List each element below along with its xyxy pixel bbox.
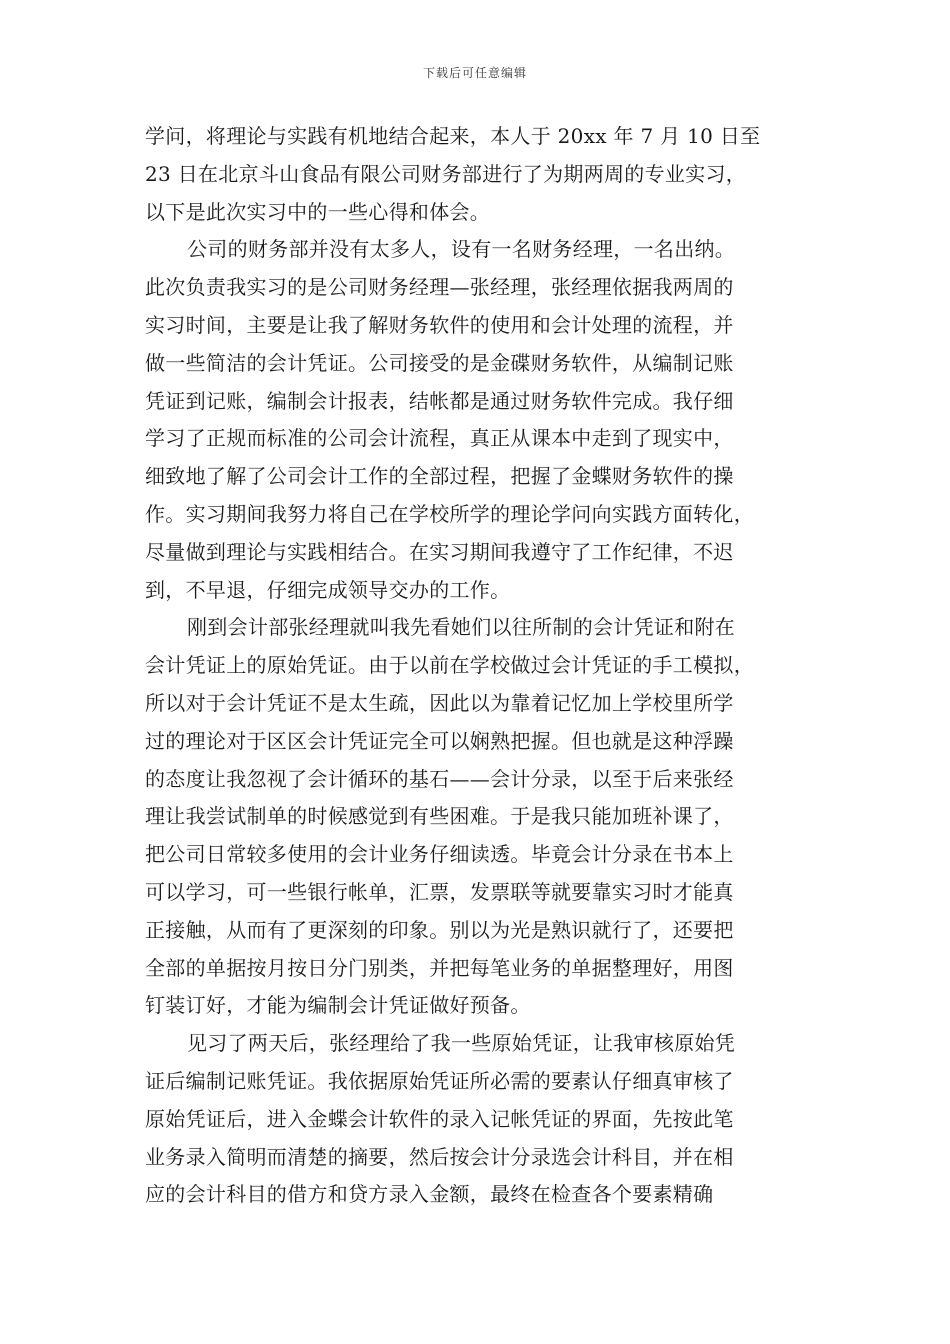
text-line: 所以对于会计凭证不是太生疏，因此以为靠着记忆加上学校里所学 bbox=[145, 690, 734, 715]
text-line: 公司的财务部并没有太多人，设有一名财务经理，一名出纳。 bbox=[187, 237, 736, 262]
text-line: 正接触，从而有了更深刻的印象。别以为光是熟识就行了，还要把 bbox=[145, 917, 734, 942]
page-header: 下载后可任意编辑 bbox=[422, 66, 527, 80]
text-line: 的态度让我忽视了会计循环的基石——会计分录，以至于后来张经 bbox=[145, 766, 734, 791]
text-line: 应的会计科目的借方和贷方录入金额，最终在检查各个要素精确 bbox=[145, 1182, 714, 1207]
text-line: 实习时间，主要是让我了解财务软件的使用和会计处理的流程，并 bbox=[145, 312, 734, 337]
text-line: 全部的单据按月按日分门别类，并把每笔业务的单据整理好，用图 bbox=[145, 955, 734, 980]
text-line: 原始凭证后，进入金蝶会计软件的录入记帐凭证的界面，先按此笔 bbox=[145, 1106, 734, 1131]
text-line: 细致地了解了公司会计工作的全部过程，把握了金蝶财务软件的操 bbox=[145, 464, 734, 489]
text-line: 到，不早退，仔细完成领导交办的工作。 bbox=[145, 577, 511, 602]
text-line: 此次负责我实习的是公司财务经理—张经理，张经理依据我两周的 bbox=[145, 275, 734, 300]
text-line: 学问，将理论与实践有机地结合起来，本人于 20xx 年 7 月 10 日至 bbox=[145, 124, 761, 148]
text-line: 把公司日常较多使用的会计业务仔细读透。毕竟会计分录在书本上 bbox=[145, 842, 734, 867]
text-line: 刚到会计部张经理就叫我先看她们以往所制的会计凭证和附在 bbox=[187, 615, 736, 640]
document-body bbox=[145, 118, 815, 1214]
text-line: 以下是此次实习中的一些心得和体会。 bbox=[145, 199, 491, 224]
text-line: 可以学习，可一些银行帐单，汇票，发票联等就要靠实习时才能真 bbox=[145, 879, 734, 904]
text-line: 见习了两天后，张经理给了我一些原始凭证，让我审核原始凭 bbox=[187, 1031, 736, 1056]
text-line: 会计凭证上的原始凭证。由于以前在学校做过会计凭证的手工模拟， bbox=[145, 653, 754, 678]
text-line: 过的理论对于区区会计凭证完全可以娴熟把握。但也就是这种浮躁 bbox=[145, 728, 734, 753]
text-line: 23 日在北京斗山食品有限公司财务部进行了为期两周的专业实习， bbox=[145, 161, 747, 186]
text-line: 业务录入简明而清楚的摘要，然后按会计分录选会计科目，并在相 bbox=[145, 1144, 734, 1169]
text-line: 尽量做到理论与实践相结合。在实习期间我遵守了工作纪律，不迟 bbox=[145, 539, 734, 564]
text-line: 作。实习期间我努力将自己在学校所学的理论学问向实践方面转化， bbox=[145, 501, 754, 526]
text-line: 钉装订好，才能为编制会计凭证做好预备。 bbox=[145, 993, 531, 1018]
text-line: 做一些简洁的会计凭证。公司接受的是金碟财务软件，从编制记账 bbox=[145, 350, 734, 375]
text-line: 证后编制记账凭证。我依据原始凭证所必需的要素认仔细真审核了 bbox=[145, 1068, 734, 1093]
text-line: 学习了正规而标准的公司会计流程，真正从课本中走到了现实中， bbox=[145, 426, 734, 451]
text-line: 凭证到记账，编制会计报表，结帐都是通过财务软件完成。我仔细 bbox=[145, 388, 734, 413]
text-line: 理让我尝试制单的时候感觉到有些困难。于是我只能加班补课了， bbox=[145, 804, 734, 829]
